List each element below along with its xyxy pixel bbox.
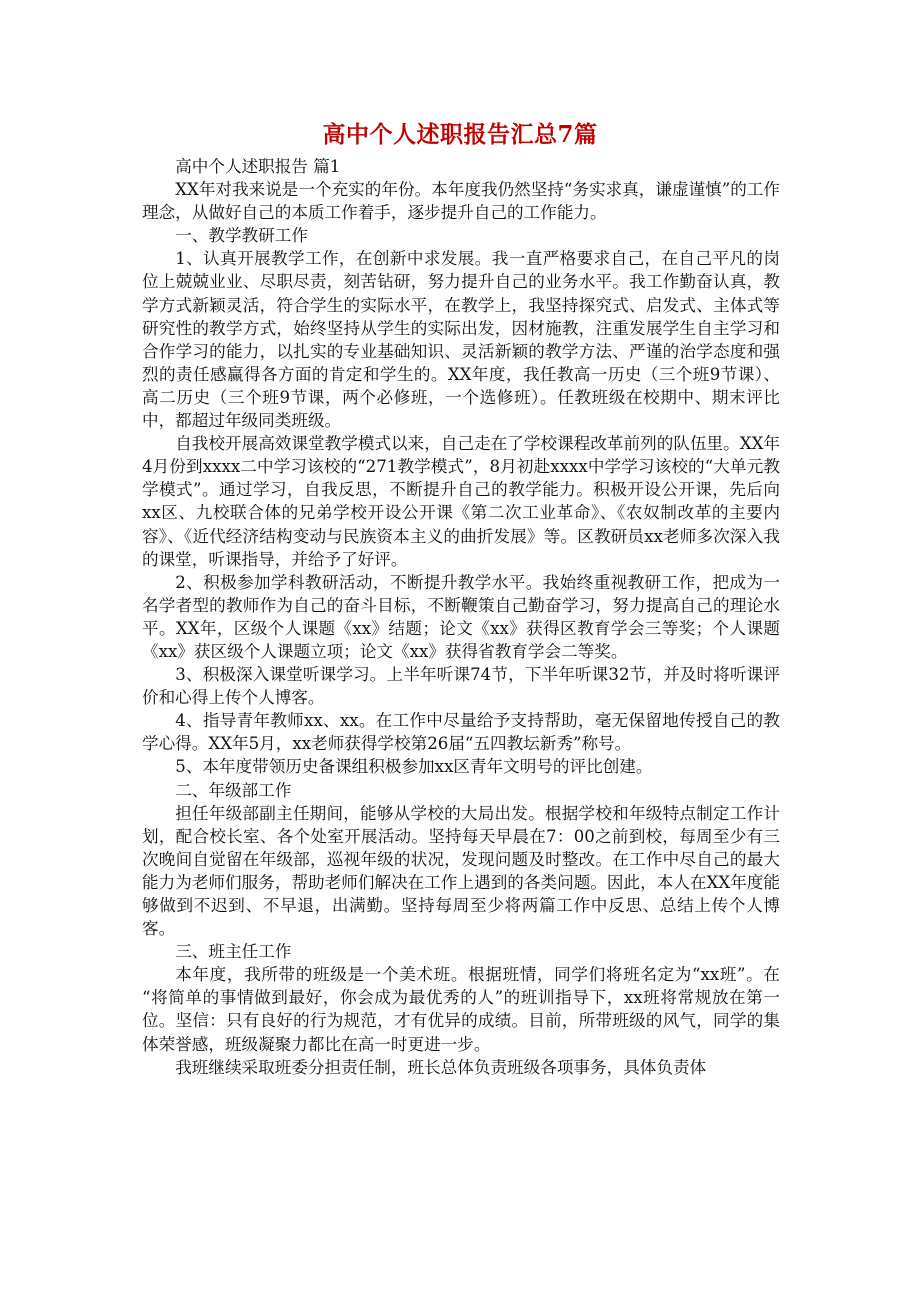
paragraph: 我班继续采取班委分担责任制，班长总体负责班级各项事务，具体负责体 [175, 1057, 707, 1077]
section-heading: 高中个人述职报告 篇1 [175, 157, 341, 176]
paragraph: XX年对我来说是一个充实的年份。本年度我仍然坚持“务实求真，谦虚谨慎”的工作理念，从做好自己的本质工作着手，逐步提升自己的工作能力。 [142, 180, 780, 223]
document-body [142, 155, 780, 1079]
paragraph: 3、积极深入课堂听课学习。上半年听课74节，下半年听课32节，并及时将听课评价和心得上传个人博客。 [142, 665, 780, 708]
document-title: 高中个人述职报告汇总7篇 [322, 121, 598, 148]
paragraph: 2、积极参加学科教研活动，不断提升教学水平。我始终重视教研工作，把成为一名学者型的教师作为自己的奋斗目标，不断鞭策自己勤奋学习，努力提高自己的理论水平。XX年，区级个人课题《xx》结题；论文《xx》获得区教育学会三等奖；个人课题《xx》获区级个人课题立项；论文《xx》获得省教育学会二等奖。 [142, 572, 780, 661]
paragraph: 4、指导青年教师xx、xx。在工作中尽量给予支持帮助，毫无保留地传授自己的教学心得。XX年5月，xx老师获得学校第26届“五四教坛新秀”称号。 [142, 711, 780, 754]
section-heading: 三、班主任工作 [175, 942, 292, 962]
paragraph: 1、认真开展教学工作，在创新中求发展。我一直严格要求自己，在自己平凡的岗位上兢兢业业、尽职尽责，刻苦钻研，努力提升自己的业务水平。我工作勤奋认真，教学方式新颖灵活，符合学生的实际水平，在教学上，我坚持探究式、启发式、主体式等研究性的教学方式，始终坚持从学生的实际出发，因材施教，注重发展学生自主学习和合作学习的能力，以扎实的专业基础知识、灵活新颖的教学方法、严谨的治学态度和强烈的责任感赢得各方面的肯定和学生的。XX年度，我任教高一历史（三个班9节课）、高二历史（三个班9节课，两个必修班，一个选修班）。任教班级在校期中、期末评比中，都超过年级同类班级。 [142, 249, 780, 431]
paragraph: 5、本年度带领历史备课组积极参加xx区青年文明号的评比创建。 [175, 757, 653, 777]
section-heading: 二、年级部工作 [175, 780, 292, 800]
section-heading: 一、教学教研工作 [175, 226, 308, 246]
paragraph: 自我校开展高效课堂教学模式以来，自己走在了学校课程改革前列的队伍里。XX年4月份到xxxx二中学习该校的“271教学模式”，8月初赴xxxx中学学习该校的“大单元教学模式”。通过学习，自我反思，不断提升自己的教学能力。积极开设公开课，先后向xx区、九校联合体的兄弟学校开设公开课《第二次工业革命》、《农奴制改革的主要内容》、《近代经济结构变动与民族资本主义的曲折发展》等。区教研员xx老师多次深入我的课堂，听课指导，并给予了好评。 [142, 434, 780, 569]
paragraph: 担任年级部副主任期间，能够从学校的大局出发。根据学校和年级特点制定工作计划，配合校长室、各个处室开展活动。坚持每天早晨在7：00之前到校，每周至少有三次晚间自觉留在年级部，巡视年级的状况，发现问题及时整改。在工作中尽自己的最大能力为老师们服务，帮助老师们解决在工作上遇到的各类问题。因此，本人在XX年度能够做到不迟到、不早退，出满勤。坚持每周至少将两篇工作中反思、总结上传个人博客。 [142, 803, 780, 939]
paragraph: 本年度，我所带的班级是一个美术班。根据班情，同学们将班名定为“xx班”。在 “将简单的事情做到最好，你会成为最优秀的人”的班训指导下，xx班将常规放在第一位。坚信：只有良好的行为规范，才有优异的成绩。目前，所带班级的风气，同学的集体荣誉感，班级凝聚力都比在高一时更进一步。 [142, 965, 780, 1054]
